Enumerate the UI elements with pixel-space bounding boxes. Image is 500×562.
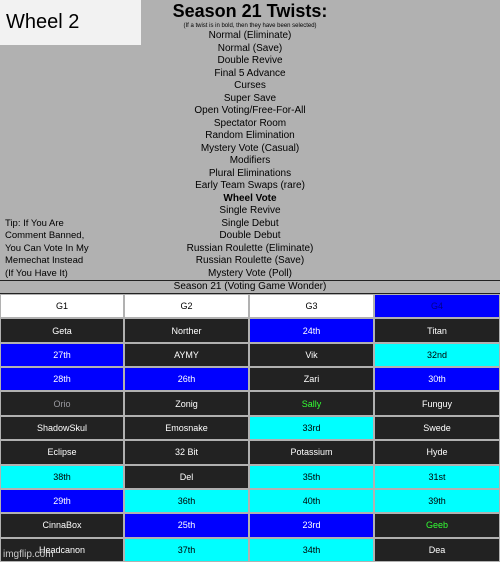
tip-line: (If You Have It) — [5, 267, 68, 279]
twist-item: Wheel Vote — [223, 192, 277, 204]
table-cell: Swede — [374, 416, 500, 440]
table-cell: Headcanon — [0, 538, 124, 562]
table-cell: 24th — [249, 318, 374, 342]
tip-line: Memechat Instead — [5, 255, 84, 267]
tip-line: You Can Vote In My — [5, 242, 89, 254]
twist-item: Mystery Vote (Poll) — [208, 267, 292, 279]
table-cell: 23rd — [249, 513, 374, 537]
table-cell: 38th — [0, 465, 124, 489]
table-cell: 31st — [374, 465, 500, 489]
twist-item: Single Revive — [219, 205, 281, 216]
table-cell: Zari — [249, 367, 374, 391]
twist-item: Double Debut — [219, 230, 281, 241]
twist-item: Russian Roulette (Save) — [195, 255, 305, 266]
twist-item: Plural Eliminations — [208, 167, 292, 179]
groups-table — [0, 294, 500, 562]
table-cell: 32nd — [374, 343, 500, 367]
table-cell: 35th — [249, 465, 374, 489]
twists-panel — [0, 0, 500, 280]
twist-item: Normal (Eliminate) — [208, 30, 292, 41]
twist-item: Russian Roulette (Eliminate) — [186, 242, 314, 254]
table-cell: Norther — [124, 318, 249, 342]
tip-text — [5, 218, 105, 280]
table-cell: Potassium — [249, 440, 374, 464]
table-cell: 25th — [124, 513, 249, 537]
table-cell: Hyde — [374, 440, 500, 464]
twist-item: Spectator Room — [213, 117, 287, 129]
twist-item: Random Elimination — [205, 130, 295, 141]
table-cell: 29th — [0, 489, 124, 513]
tip-line: Tip: If You Are — [5, 218, 64, 229]
table-cell: 39th — [374, 489, 500, 513]
table-cell: Dea — [374, 538, 500, 562]
table-cell: ShadowSkul — [0, 416, 124, 440]
table-cell: Emosnake — [124, 416, 249, 440]
twist-item: Final 5 Advance — [214, 67, 286, 79]
group-header: G3 — [249, 294, 374, 318]
table-cell: Zonig — [124, 391, 249, 415]
wheel-label: Wheel 2 — [0, 0, 141, 45]
season-bar: Season 21 (Voting Game Wonder) — [0, 280, 500, 294]
tip-line: Comment Banned, — [5, 230, 85, 242]
table-cell: 26th — [124, 367, 249, 391]
twist-item: Modifiers — [229, 155, 271, 166]
subtitle-note: (If a twist is in bold, then they have been selected) — [183, 23, 317, 29]
group-header: G1 — [0, 294, 124, 318]
table-cell: 40th — [249, 489, 374, 513]
table-cell: 27th — [0, 343, 124, 367]
group-header: G2 — [124, 294, 249, 318]
table-cell: Titan — [374, 318, 500, 342]
table-cell: Vik — [249, 343, 374, 367]
table-cell: Sally — [249, 391, 374, 415]
twist-item: Early Team Swaps (rare) — [195, 180, 305, 191]
twist-item: Double Revive — [217, 55, 283, 66]
group-header: G4 — [374, 294, 500, 318]
table-cell: Eclipse — [0, 440, 124, 464]
table-cell: 36th — [124, 489, 249, 513]
table-cell: Del — [124, 465, 249, 489]
table-cell: Geta — [0, 318, 124, 342]
twist-item: Mystery Vote (Casual) — [200, 142, 300, 154]
table-cell: Geeb — [374, 513, 500, 537]
table-cell: 33rd — [249, 416, 374, 440]
twist-item: Single Debut — [221, 217, 279, 229]
table-cell: AYMY — [124, 343, 249, 367]
watermark: imgflip.com — [3, 549, 54, 560]
twist-item: Open Voting/Free-For-All — [194, 105, 306, 116]
table-cell: 30th — [374, 367, 500, 391]
twist-item: Curses — [234, 80, 266, 91]
table-cell: 37th — [124, 538, 249, 562]
table-cell: Funguy — [374, 391, 500, 415]
page-title: Season 21 Twists: — [172, 1, 328, 21]
table-cell: CinnaBox — [0, 513, 124, 537]
table-cell: Orio — [0, 391, 124, 415]
twist-item: Normal (Save) — [217, 42, 283, 54]
table-cell: 28th — [0, 367, 124, 391]
table-cell: 32 Bit — [124, 440, 249, 464]
twist-item: Super Save — [223, 92, 277, 104]
table-cell: 34th — [249, 538, 374, 562]
